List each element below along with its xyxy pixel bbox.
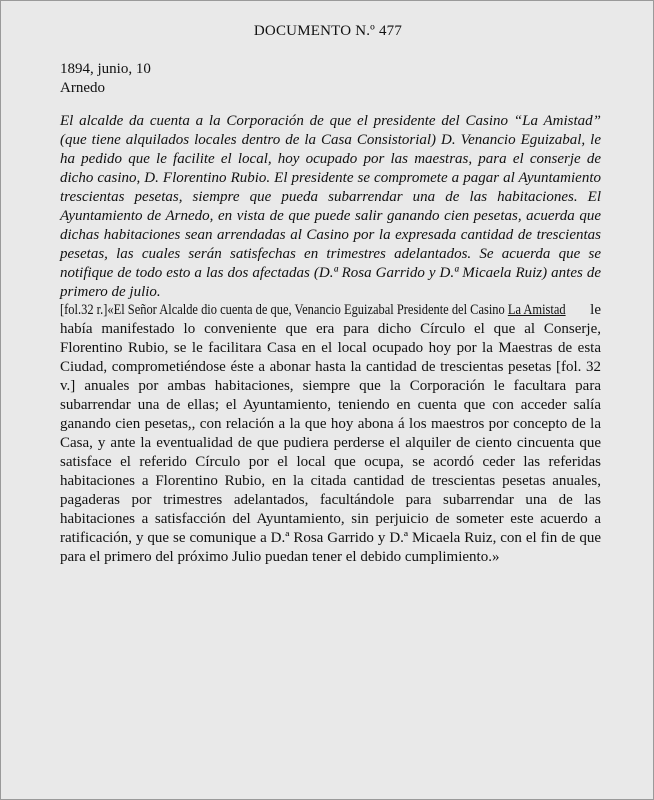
document-place: Arnedo xyxy=(60,80,105,96)
document-date: 1894, junio, 10 xyxy=(60,61,151,77)
document-summary: El alcalde da cuenta a la Corporación de que el presidente del Casino “La Amistad” (que tiene alquilados locales dentro de la Casa Consistorial) D. Venancio Eguizabal, le ha pedido que le facilite el local, hoy ocupado por las maestras, para el conserje de dicho casino, D. Florentino Rubio. El presidente se compromete a pagar al Ayuntamiento trescientas pesetas, siempre que pueda subarrendar una de las habitaciones. El Ayuntamiento de Arnedo, en vista de que puede salir ganando cien pesetas, acuerda que dichas habitaciones sean arrendadas al Casino por la expresada cantidad de trescientas pesetas, las cuales serán satisfechas en trimestres adelantados. Se acuerda que se notifique de todo esto a las dos afectadas (D.ª Rosa Garrido y D.ª Micaela Ruiz) antes de primero de julio. xyxy=(60,113,601,300)
transcript-body: le había manifestado lo conveniente que era para dicho Círculo el que al Conserje, Florentino Rubio, se le facilitara Casa en el local ocupado hoy por la Maestras de esta Ciudad, comprometiéndose éste a abonar hasta la cantidad de trescientas pesetas [fol. 32 v.] anuales por ambas habitaciones, siempre que la Corporación le facultara para subarrendar una de ellas; el Ayuntamiento, teniendo en cuenta que con acceder salía ganando cien pesetas,, con relación a la que hoy abona á los maestros por concepto de la Casa, y ante la eventualidad de que pudiera perderse el alquiler de ciento cincuenta que satisface el referido Círculo por el local que ocupa, se acordó ceder las referidas habitaciones a Florentino Rubio, en la citada cantidad de trescientas pesetas anuales, pagaderas por trimestres adelantados, facultándole para subarrendar una de las habitaciones a satisfacción del Ayuntamiento, sin perjuicio de someter este acuerdo a ratificación, y que se comunique a D.ª Rosa Garrido y D.ª Micaela Ruiz, con el fin de que para el primero del próximo Julio puedan tener el debido cumplimiento.» xyxy=(60,302,601,565)
document-title: DOCUMENTO N.º 477 xyxy=(253,23,403,39)
casino-name-underlined: La Amistad xyxy=(507,302,566,318)
transcript-lead-text: [fol.32 r.]«El Señor Alcalde dio cuenta de que, Venancio Eguizabal Presidente del Casino xyxy=(60,302,508,318)
transcript-lead xyxy=(60,301,566,320)
document-transcript xyxy=(60,301,601,567)
